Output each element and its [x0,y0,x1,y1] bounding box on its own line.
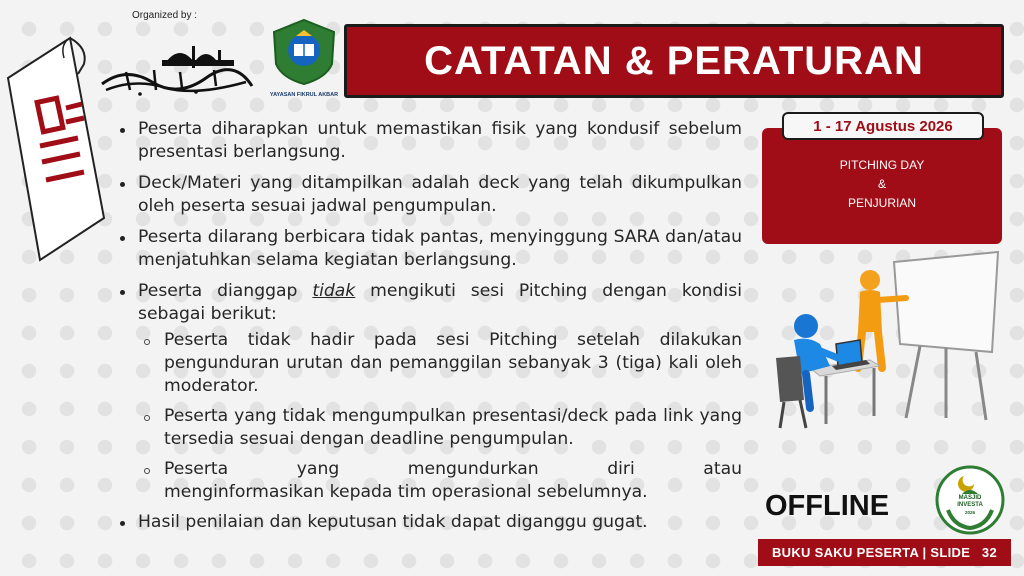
paper-document-icon [0,18,110,268]
event-card [762,128,1002,244]
rule-item [112,280,742,326]
sub-rule-item: Peserta tidak hadir pada sesi Pitching setelah dilakukan pengunduran urutan dan pemanggilan sebanyak 3 (tiga) kali oleh moderator. [112,329,742,398]
presenter-illustration [770,248,1006,434]
rule-item: Deck/Materi yang ditampilkan adalah deck yang telah dikumpulkan oleh peserta sesuai jadwal pengumpulan. [112,172,742,218]
event-date-pill: 1 - 17 Agustus 2026 [782,112,984,140]
badge-line-2: INVESTA [957,502,983,508]
rule-item: Peserta dilarang berbicara tidak pantas, menyinggung SARA dan/atau menjatuhkan selama kegiatan berlangsung. [112,226,742,272]
rule-item-text: Peserta dianggap [138,281,313,301]
rules-list [112,118,742,542]
title-banner [344,24,1004,98]
sub-rule-item: Peserta yang tidak mengumpulkan presentasi/deck pada link yang tersedia sesuai dengan deadline pengumpulan. [112,405,742,451]
mosque-logo [96,26,258,98]
yayasan-logo [266,18,342,100]
badge-line-1: MASJID [958,495,982,501]
footer-bar [758,539,1011,566]
page-title: CATATAN & PERATURAN [424,38,924,83]
footer-text: BUKU SAKU PESERTA | SLIDE 32 [771,545,997,560]
sub-rule-item [112,458,742,504]
sub-rule-line: Peserta yang mengundurkan diri atau [164,459,742,479]
rule-item-text: mengikuti sesi Pitching dengan kondisi sebagai berikut: [138,281,742,324]
yayasan-logo-text: YAYASAN FIKRUL AKBAR [269,92,339,98]
event-line-1: PITCHING DAY [839,158,925,172]
rule-item: Peserta diharapkan untuk memastikan fisik yang kondusif sebelum presentasi berlangsung. [112,118,742,164]
organized-by-label: Organized by : [132,10,198,21]
event-line-3: PENJURIAN [847,196,916,210]
rule-item-emphasis: tidak [312,281,356,301]
event-line-2: & [877,177,886,191]
rule-item: Hasil penilaian dan keputusan tidak dapat diganggu gugat. [112,511,742,534]
masjid-investa-badge [934,464,1006,536]
sub-rule-line: menginformasikan kepada tim operasional sebelumnya. [164,482,648,502]
mode-label: OFFLINE [765,490,890,522]
badge-line-3: 2026 [964,510,975,515]
